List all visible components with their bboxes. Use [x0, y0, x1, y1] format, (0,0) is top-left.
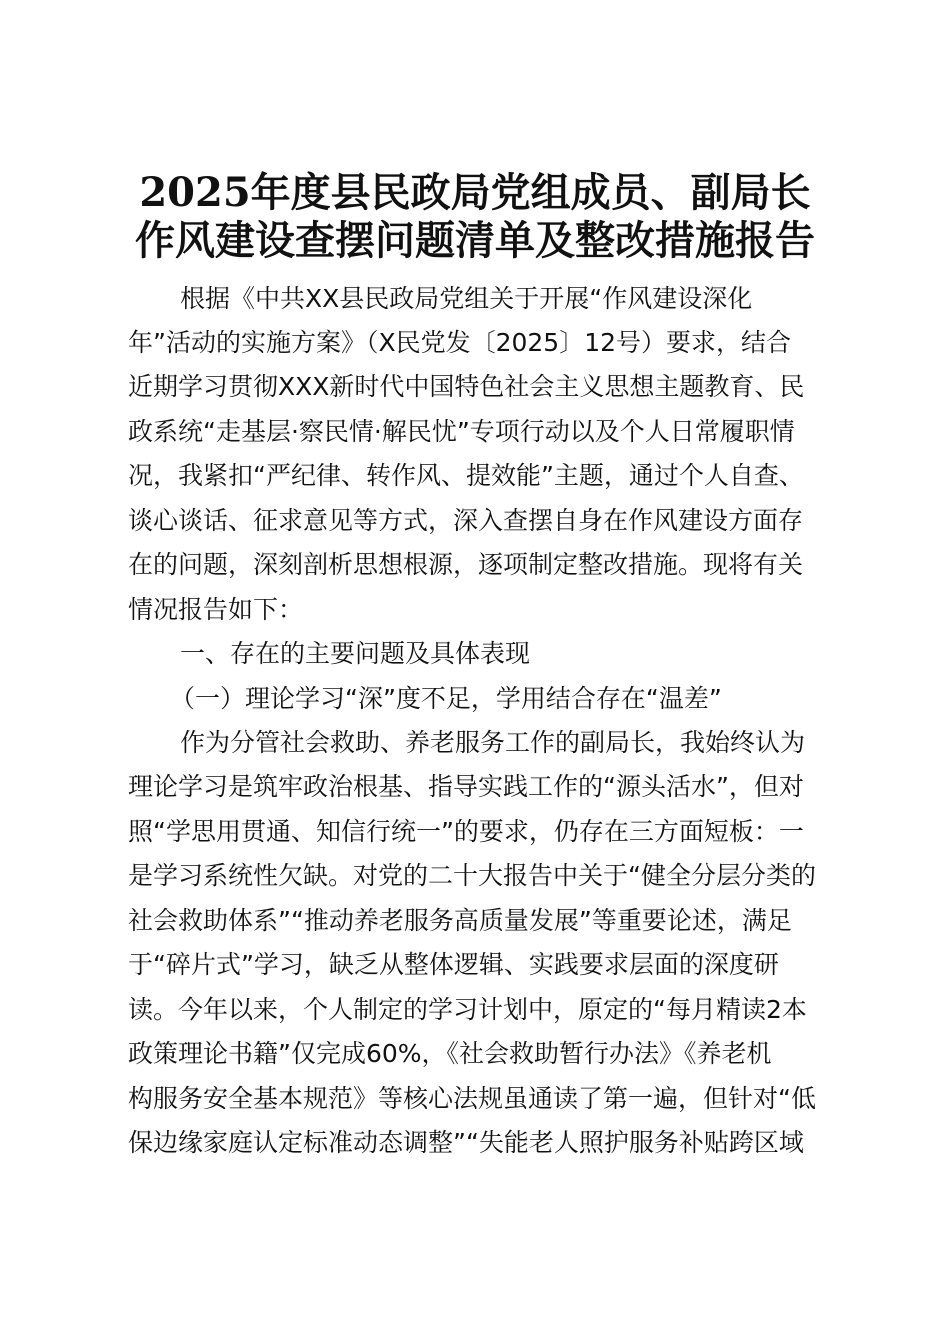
section-heading: 一、存在的主要问题及具体表现: [180, 639, 531, 668]
body-text-line: 况，我紧扣“严纪律、转作风、提效能”主题，通过个人自查、: [128, 461, 804, 490]
body-text-line: 作为分管社会救助、养老服务工作的副局长，我始终认为: [180, 728, 806, 757]
body-text-line: 谈心谈话、征求意见等方式，深入查摆自身在作风建设方面存: [128, 506, 804, 535]
body-text-line: 情况报告如下：: [128, 595, 304, 624]
body-text-line: 保边缘家庭认定标准动态调整”“失能老人照护服务补贴跨区域: [128, 1128, 804, 1157]
subsection-heading: （一）理论学习“深”度不足，学用结合存在“温差”: [170, 684, 722, 713]
body-text-line: 政系统“走基层·察民情·解民忧”专项行动以及个人日常履职情: [128, 417, 795, 446]
body-text-line: 是学习系统性欠缺。对党的二十大报告中关于“健全分层分类的: [128, 861, 816, 890]
body-text-line: 政策理论书籍”仅完成60%，《社会救助暂行办法》《养老机: [128, 1039, 772, 1068]
body-text-line: 年”活动的实施方案》（X民党发〔2025〕12号）要求，结合: [128, 328, 792, 357]
body-text-line: 社会救助体系”“推动养老服务高质量发展”等重要论述，满足: [128, 906, 792, 935]
body-text-line: 构服务安全基本规范》等核心法规虽通读了第一遍，但针对“低: [128, 1084, 816, 1113]
body-text-line: 根据《中共XX县民政局党组关于开展“作风建设深化: [180, 284, 753, 313]
body-text-line: 近期学习贯彻XXX新时代中国特色社会主义思想主题教育、民: [128, 372, 805, 401]
body-text-line: 读。今年以来，个人制定的学习计划中，原定的“每月精读2本: [128, 995, 807, 1024]
document-title-line-2: 作风建设查摆问题清单及整改措施报告: [135, 217, 815, 264]
body-text-line: 理论学习是筑牢政治根基、指导实践工作的“源头活水”，但对: [128, 772, 804, 801]
document-title-line-1: 2025年度县民政局党组成员、副局长: [139, 169, 811, 216]
body-text-line: 于“碎片式”学习，缺乏从整体逻辑、实践要求层面的深度研: [128, 950, 779, 979]
body-text-line: 在的问题，深刻剖析思想根源，逐项制定整改措施。现将有关: [128, 550, 804, 579]
body-text-line: 照“学思用贯通、知信行统一”的要求，仍存在三方面短板：一: [128, 817, 804, 846]
